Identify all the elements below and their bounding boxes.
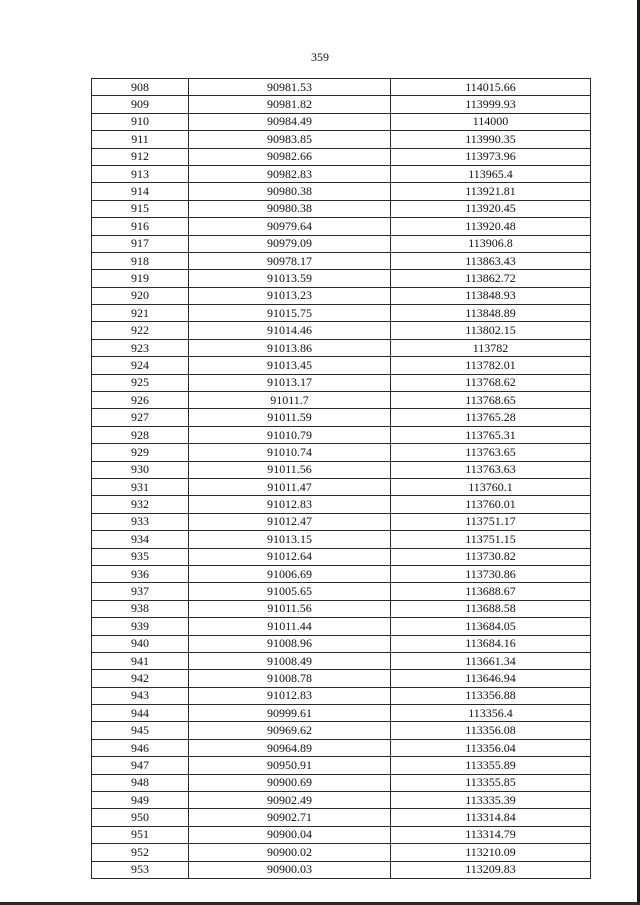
y-coordinate-cell: 113646.94 — [391, 670, 591, 687]
point-number-cell: 941 — [92, 652, 189, 669]
x-coordinate-cell: 90950.91 — [189, 757, 391, 774]
y-coordinate-cell: 113768.65 — [391, 392, 591, 409]
point-number-cell: 947 — [92, 757, 189, 774]
x-coordinate-cell: 91010.79 — [189, 426, 391, 443]
x-coordinate-cell: 91011.56 — [189, 600, 391, 617]
y-coordinate-cell: 113921.81 — [391, 183, 591, 200]
x-coordinate-cell: 91011.44 — [189, 618, 391, 635]
table-row — [92, 774, 591, 791]
y-coordinate-cell: 113965.4 — [391, 165, 591, 182]
point-number-cell: 951 — [92, 826, 189, 843]
point-number-cell: 949 — [92, 792, 189, 809]
table-row — [92, 705, 591, 722]
y-coordinate-cell: 113355.89 — [391, 757, 591, 774]
point-number-cell: 911 — [92, 131, 189, 148]
table-row — [92, 409, 591, 426]
point-number-cell: 940 — [92, 635, 189, 652]
y-coordinate-cell: 113356.04 — [391, 739, 591, 756]
x-coordinate-cell: 91013.17 — [189, 374, 391, 391]
table-row — [92, 600, 591, 617]
table-row — [92, 531, 591, 548]
y-coordinate-cell: 113848.89 — [391, 305, 591, 322]
table-row — [92, 200, 591, 217]
y-coordinate-cell: 113684.05 — [391, 618, 591, 635]
table-row — [92, 444, 591, 461]
point-number-cell: 933 — [92, 513, 189, 530]
point-number-cell: 937 — [92, 583, 189, 600]
y-coordinate-cell: 113684.16 — [391, 635, 591, 652]
point-number-cell: 921 — [92, 305, 189, 322]
point-number-cell: 914 — [92, 183, 189, 200]
y-coordinate-cell: 113802.15 — [391, 322, 591, 339]
y-coordinate-cell: 113210.09 — [391, 844, 591, 861]
x-coordinate-cell: 91011.7 — [189, 392, 391, 409]
table-row — [92, 826, 591, 843]
y-coordinate-cell: 113355.85 — [391, 774, 591, 791]
y-coordinate-cell: 113314.79 — [391, 826, 591, 843]
y-coordinate-cell: 113990.35 — [391, 131, 591, 148]
y-coordinate-cell: 113862.72 — [391, 270, 591, 287]
point-number-cell: 926 — [92, 392, 189, 409]
table-row — [92, 357, 591, 374]
table-row — [92, 374, 591, 391]
x-coordinate-cell: 90999.61 — [189, 705, 391, 722]
point-number-cell: 946 — [92, 739, 189, 756]
y-coordinate-cell: 113661.34 — [391, 652, 591, 669]
point-number-cell: 920 — [92, 287, 189, 304]
point-number-cell: 919 — [92, 270, 189, 287]
x-coordinate-cell: 90984.49 — [189, 113, 391, 130]
point-number-cell: 928 — [92, 426, 189, 443]
point-number-cell: 948 — [92, 774, 189, 791]
y-coordinate-cell: 113848.93 — [391, 287, 591, 304]
table-row — [92, 478, 591, 495]
table-row — [92, 79, 591, 96]
y-coordinate-cell: 113920.45 — [391, 200, 591, 217]
table-row — [92, 635, 591, 652]
point-number-cell: 918 — [92, 252, 189, 269]
x-coordinate-cell: 90902.71 — [189, 809, 391, 826]
x-coordinate-cell: 91015.75 — [189, 305, 391, 322]
y-coordinate-cell: 113356.08 — [391, 722, 591, 739]
x-coordinate-cell: 91008.96 — [189, 635, 391, 652]
point-number-cell: 916 — [92, 218, 189, 235]
point-number-cell: 936 — [92, 565, 189, 582]
point-number-cell: 942 — [92, 670, 189, 687]
x-coordinate-cell: 90981.82 — [189, 96, 391, 113]
table-row — [92, 792, 591, 809]
point-number-cell: 923 — [92, 339, 189, 356]
table-row — [92, 861, 591, 878]
table-row — [92, 809, 591, 826]
x-coordinate-cell: 91010.74 — [189, 444, 391, 461]
table-row — [92, 339, 591, 356]
point-number-cell: 939 — [92, 618, 189, 635]
table-row — [92, 513, 591, 530]
x-coordinate-cell: 90902.49 — [189, 792, 391, 809]
table-row — [92, 670, 591, 687]
y-coordinate-cell: 113765.28 — [391, 409, 591, 426]
x-coordinate-cell: 91011.56 — [189, 461, 391, 478]
point-number-cell: 953 — [92, 861, 189, 878]
table-row — [92, 722, 591, 739]
x-coordinate-cell: 90978.17 — [189, 252, 391, 269]
table-row — [92, 565, 591, 582]
table-body — [92, 79, 591, 879]
point-number-cell: 917 — [92, 235, 189, 252]
y-coordinate-cell: 113730.86 — [391, 565, 591, 582]
table-row — [92, 652, 591, 669]
x-coordinate-cell: 90979.64 — [189, 218, 391, 235]
point-number-cell: 943 — [92, 687, 189, 704]
table-row — [92, 461, 591, 478]
point-number-cell: 944 — [92, 705, 189, 722]
y-coordinate-cell: 113335.39 — [391, 792, 591, 809]
table-row — [92, 618, 591, 635]
point-number-cell: 950 — [92, 809, 189, 826]
table-row — [92, 392, 591, 409]
table-row — [92, 96, 591, 113]
table-row — [92, 165, 591, 182]
x-coordinate-cell: 91011.59 — [189, 409, 391, 426]
point-number-cell: 945 — [92, 722, 189, 739]
y-coordinate-cell: 113209.83 — [391, 861, 591, 878]
y-coordinate-cell: 113688.58 — [391, 600, 591, 617]
x-coordinate-cell: 91012.83 — [189, 496, 391, 513]
point-number-cell: 908 — [92, 79, 189, 96]
point-number-cell: 924 — [92, 357, 189, 374]
point-number-cell: 912 — [92, 148, 189, 165]
x-coordinate-cell: 91008.49 — [189, 652, 391, 669]
y-coordinate-cell: 113730.82 — [391, 548, 591, 565]
x-coordinate-cell: 91012.83 — [189, 687, 391, 704]
x-coordinate-cell: 91008.78 — [189, 670, 391, 687]
y-coordinate-cell: 114000 — [391, 113, 591, 130]
y-coordinate-cell: 113782.01 — [391, 357, 591, 374]
y-coordinate-cell: 113356.4 — [391, 705, 591, 722]
table-row — [92, 687, 591, 704]
table-row — [92, 322, 591, 339]
table-row — [92, 496, 591, 513]
y-coordinate-cell: 113768.62 — [391, 374, 591, 391]
point-number-cell: 931 — [92, 478, 189, 495]
x-coordinate-cell: 90979.09 — [189, 235, 391, 252]
x-coordinate-cell: 91013.59 — [189, 270, 391, 287]
y-coordinate-cell: 113999.93 — [391, 96, 591, 113]
x-coordinate-cell: 91014.46 — [189, 322, 391, 339]
x-coordinate-cell: 90982.83 — [189, 165, 391, 182]
x-coordinate-cell: 90980.38 — [189, 200, 391, 217]
table-row — [92, 183, 591, 200]
y-coordinate-cell: 113973.96 — [391, 148, 591, 165]
table-row — [92, 426, 591, 443]
x-coordinate-cell: 90983.85 — [189, 131, 391, 148]
table-row — [92, 270, 591, 287]
point-number-cell: 932 — [92, 496, 189, 513]
x-coordinate-cell: 90900.02 — [189, 844, 391, 861]
point-number-cell: 922 — [92, 322, 189, 339]
y-coordinate-cell: 113356.88 — [391, 687, 591, 704]
x-coordinate-cell: 91006.69 — [189, 565, 391, 582]
point-number-cell: 910 — [92, 113, 189, 130]
table-row — [92, 739, 591, 756]
y-coordinate-cell: 113920.48 — [391, 218, 591, 235]
x-coordinate-cell: 90981.53 — [189, 79, 391, 96]
y-coordinate-cell: 114015.66 — [391, 79, 591, 96]
x-coordinate-cell: 91013.23 — [189, 287, 391, 304]
coordinate-table — [91, 78, 591, 879]
y-coordinate-cell: 113763.63 — [391, 461, 591, 478]
y-coordinate-cell: 113782 — [391, 339, 591, 356]
table-row — [92, 113, 591, 130]
y-coordinate-cell: 113688.67 — [391, 583, 591, 600]
x-coordinate-cell: 91013.15 — [189, 531, 391, 548]
point-number-cell: 927 — [92, 409, 189, 426]
point-number-cell: 934 — [92, 531, 189, 548]
table-row — [92, 131, 591, 148]
x-coordinate-cell: 90964.89 — [189, 739, 391, 756]
point-number-cell: 938 — [92, 600, 189, 617]
point-number-cell: 913 — [92, 165, 189, 182]
y-coordinate-cell: 113906.8 — [391, 235, 591, 252]
point-number-cell: 909 — [92, 96, 189, 113]
table-row — [92, 548, 591, 565]
point-number-cell: 930 — [92, 461, 189, 478]
y-coordinate-cell: 113751.17 — [391, 513, 591, 530]
table-row — [92, 305, 591, 322]
table-row — [92, 844, 591, 861]
x-coordinate-cell: 91012.64 — [189, 548, 391, 565]
y-coordinate-cell: 113751.15 — [391, 531, 591, 548]
table-row — [92, 235, 591, 252]
point-number-cell: 915 — [92, 200, 189, 217]
y-coordinate-cell: 113760.01 — [391, 496, 591, 513]
x-coordinate-cell: 91012.47 — [189, 513, 391, 530]
y-coordinate-cell: 113314.84 — [391, 809, 591, 826]
table-row — [92, 583, 591, 600]
y-coordinate-cell: 113765.31 — [391, 426, 591, 443]
x-coordinate-cell: 90982.66 — [189, 148, 391, 165]
x-coordinate-cell: 91005.65 — [189, 583, 391, 600]
y-coordinate-cell: 113760.1 — [391, 478, 591, 495]
x-coordinate-cell: 91011.47 — [189, 478, 391, 495]
table-row — [92, 252, 591, 269]
table-row — [92, 757, 591, 774]
x-coordinate-cell: 90900.04 — [189, 826, 391, 843]
table-row — [92, 287, 591, 304]
point-number-cell: 952 — [92, 844, 189, 861]
table-row — [92, 218, 591, 235]
x-coordinate-cell: 91013.86 — [189, 339, 391, 356]
y-coordinate-cell: 113763.65 — [391, 444, 591, 461]
point-number-cell: 935 — [92, 548, 189, 565]
x-coordinate-cell: 91013.45 — [189, 357, 391, 374]
table-row — [92, 148, 591, 165]
x-coordinate-cell: 90900.03 — [189, 861, 391, 878]
x-coordinate-cell: 90969.62 — [189, 722, 391, 739]
point-number-cell: 929 — [92, 444, 189, 461]
point-number-cell: 925 — [92, 374, 189, 391]
page-number: 359 — [311, 50, 329, 64]
x-coordinate-cell: 90900.69 — [189, 774, 391, 791]
x-coordinate-cell: 90980.38 — [189, 183, 391, 200]
y-coordinate-cell: 113863.43 — [391, 252, 591, 269]
